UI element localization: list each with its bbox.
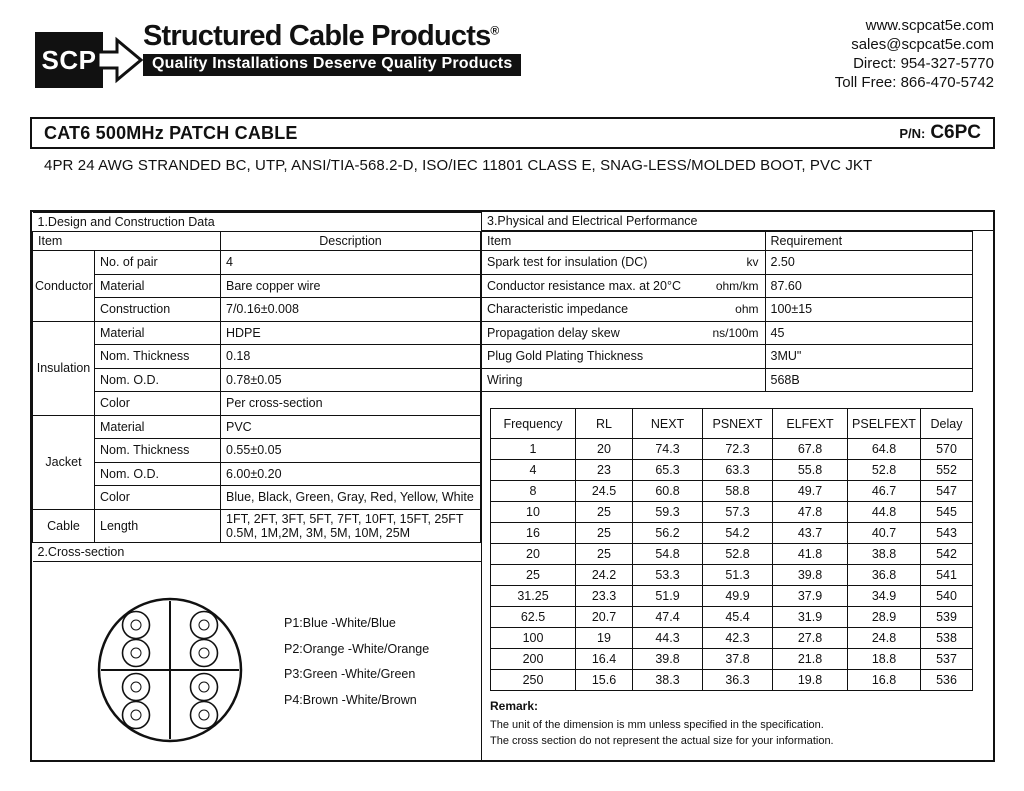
performance-cell: 100 [491,628,576,649]
design-row-label: Nom. Thickness [95,439,221,463]
physical-col-item-label: Item [487,234,512,248]
design-row-value: 0.18 [221,345,481,369]
performance-row [491,670,973,691]
performance-cell: 37.8 [703,649,773,670]
performance-cell: 15.6 [576,670,633,691]
performance-row [491,481,973,502]
performance-cell: 27.8 [773,628,848,649]
design-section-title: 1.Design and Construction Data [33,213,481,232]
performance-col-header: PSELFEXT [848,409,921,439]
performance-cell: 47.4 [633,607,703,628]
design-row-label: Color [95,486,221,510]
scp-logo-arrow-icon [95,32,145,88]
cable-length-meters: 0.5M, 1M,2M, 3M, 5M, 10M, 25M [226,525,411,540]
contact-info-line: Direct: 954-327-5770 [853,55,994,72]
performance-col-header: NEXT [633,409,703,439]
design-row-value [221,509,481,542]
physical-item-text: Conductor resistance max. at 20°C [487,278,681,293]
design-row-value: 7/0.16±0.008 [221,298,481,322]
design-row-value: 6.00±0.20 [221,462,481,486]
design-group-jacket: Jacket [33,415,95,509]
design-group-conductor: Conductor [33,251,95,322]
design-row-value: PVC [221,415,481,439]
performance-cell: 51.3 [703,565,773,586]
design-construction-panel [32,212,482,760]
performance-cell: 74.3 [633,439,703,460]
cross-section-legend-line: P1:Blue -White/Blue [284,616,396,630]
performance-cell: 16.8 [848,670,921,691]
performance-row [491,439,973,460]
brand-tagline: Quality Installations Deserve Quality Products [143,54,521,76]
performance-cell: 25 [576,523,633,544]
performance-cell: 67.8 [773,439,848,460]
performance-cell: 46.7 [848,481,921,502]
physical-item-unit: ns/100m [712,325,759,340]
performance-cell: 21.8 [773,649,848,670]
physical-item-text: Characteristic impedance [487,302,629,317]
performance-cell: 38.3 [633,670,703,691]
performance-cell: 55.8 [773,460,848,481]
performance-cell: 16.4 [576,649,633,670]
performance-cell: 31.25 [491,586,576,607]
physical-item-unit: kv [746,255,759,270]
performance-row [491,502,973,523]
remark-section [490,699,960,749]
scp-logo [35,32,153,90]
performance-cell: 536 [921,670,973,691]
brand-block [143,20,521,76]
remark-lines-line: The cross section do not represent the actual size for your information. [490,735,834,747]
performance-cell: 250 [491,670,576,691]
performance-cell: 37.9 [773,586,848,607]
performance-cell: 63.3 [703,460,773,481]
product-description: 4PR 24 AWG STRANDED BC, UTP, ANSI/TIA-568.2-D, ISO/IEC 11801 CLASS E, SNAG-LESS/MOLDED BOOT, PVC JKT [44,157,873,174]
physical-row-requirement: 2.50 [765,251,972,275]
physical-row-requirement: 100±15 [765,298,972,322]
performance-cell: 44.8 [848,502,921,523]
performance-cell: 47.8 [773,502,848,523]
performance-cell: 537 [921,649,973,670]
design-row-label: Nom. O.D. [95,462,221,486]
cross-section-legend [284,611,429,713]
design-row-label: Material [95,321,221,345]
performance-col-header: PSNEXT [703,409,773,439]
scp-logo-text: SCP [41,44,97,75]
design-row-value: 0.78±0.05 [221,368,481,392]
performance-cell: 28.9 [848,607,921,628]
performance-cell: 4 [491,460,576,481]
cable-length-feet: 1FT, 2FT, 3FT, 5FT, 7FT, 10FT, 15FT, 25FT [226,511,464,526]
performance-cell: 39.8 [773,565,848,586]
performance-row [491,523,973,544]
physical-row-requirement: 568B [765,368,972,392]
performance-cell: 543 [921,523,973,544]
physical-row-requirement: 45 [765,321,972,345]
performance-cell: 200 [491,649,576,670]
performance-cell: 45.4 [703,607,773,628]
performance-cell: 25 [491,565,576,586]
design-row-value: Bare copper wire [221,274,481,298]
physical-item-text: Propagation delay skew [487,325,620,340]
physical-col-item [482,232,765,251]
registered-mark: ® [490,23,499,38]
performance-cell: 31.9 [773,607,848,628]
specification-box [30,210,995,762]
performance-cell: 52.8 [703,544,773,565]
design-row-label: Nom. O.D. [95,368,221,392]
performance-cell: 54.8 [633,544,703,565]
remark-lines-line: The unit of the dimension is mm unless specified in the specification. [490,719,824,731]
performance-cell: 62.5 [491,607,576,628]
performance-cell: 34.9 [848,586,921,607]
performance-table [490,408,973,691]
performance-cell: 65.3 [633,460,703,481]
performance-table-wrap [490,408,973,691]
performance-col-header: RL [576,409,633,439]
performance-table-body [491,439,973,691]
performance-col-header: Frequency [491,409,576,439]
cross-section-title: 2.Cross-section [33,542,481,561]
part-number-value: C6PC [930,122,981,143]
physical-item-unit: ohm/km [715,278,759,293]
performance-row [491,565,973,586]
performance-col-header: ELFEXT [773,409,848,439]
design-row-label: Nom. Thickness [95,345,221,369]
physical-item-text: Plug Gold Plating Thickness [487,349,644,364]
design-group-cable: Cable [33,509,95,542]
contact-info-line: Toll Free: 866-470-5742 [834,74,994,91]
performance-cell: 56.2 [633,523,703,544]
performance-row [491,649,973,670]
performance-cell: 53.3 [633,565,703,586]
physical-row-item [482,368,765,392]
performance-cell: 552 [921,460,973,481]
design-row-label: Material [95,274,221,298]
design-table [32,212,481,562]
physical-section-title: 3.Physical and Electrical Performance [482,212,993,231]
performance-cell: 24.5 [576,481,633,502]
scp-logo-box [35,32,103,88]
performance-cell: 8 [491,481,576,502]
performance-cell: 547 [921,481,973,502]
performance-cell: 72.3 [703,439,773,460]
contact-info [835,16,994,92]
performance-cell: 51.9 [633,586,703,607]
performance-row [491,628,973,649]
performance-row [491,544,973,565]
remark-lines [490,717,960,749]
physical-table [482,231,973,392]
performance-row [491,607,973,628]
design-row-label: No. of pair [95,251,221,275]
performance-cell: 545 [921,502,973,523]
part-number [899,122,981,144]
cross-section-legend-line: P3:Green -White/Green [284,667,416,681]
design-row-value: 4 [221,251,481,275]
performance-cell: 52.8 [848,460,921,481]
performance-cell: 49.9 [703,586,773,607]
performance-cell: 40.7 [848,523,921,544]
performance-table-head-row [491,409,973,439]
cross-section-legend-line: P4:Brown -White/Brown [284,692,417,707]
performance-cell: 57.3 [703,502,773,523]
header [35,14,994,110]
design-row-value: Per cross-section [221,392,481,416]
performance-cell: 20.7 [576,607,633,628]
performance-cell: 42.3 [703,628,773,649]
remark-title: Remark: [490,699,539,713]
performance-cell: 24.8 [848,628,921,649]
performance-cell: 538 [921,628,973,649]
performance-cell: 20 [576,439,633,460]
performance-cell: 41.8 [773,544,848,565]
performance-cell: 24.2 [576,565,633,586]
brand-name [143,20,521,53]
performance-cell: 539 [921,607,973,628]
physical-item-text: Spark test for insulation (DC) [487,255,648,270]
cable-cross-section-diagram [90,590,250,750]
design-col-item: Item [33,232,221,251]
design-col-description: Description [221,232,481,251]
physical-row-item [482,274,765,298]
performance-cell: 60.8 [633,481,703,502]
performance-cell: 43.7 [773,523,848,544]
physical-row-item [482,321,765,345]
physical-row-item [482,298,765,322]
performance-cell: 25 [576,502,633,523]
design-row-label: Length [95,509,221,542]
performance-cell: 39.8 [633,649,703,670]
performance-cell: 542 [921,544,973,565]
physical-item-unit: ohm [735,302,759,317]
performance-cell: 10 [491,502,576,523]
brand-name-text: Structured Cable Products [143,20,491,52]
performance-cell: 54.2 [703,523,773,544]
design-row-label: Color [95,392,221,416]
contact-info-line: sales@scpcat5e.com [851,36,994,53]
performance-cell: 36.3 [703,670,773,691]
physical-row-requirement: 3MU" [765,345,972,369]
performance-cell: 16 [491,523,576,544]
physical-item-text: Wiring [487,372,523,387]
performance-col-header: Delay [921,409,973,439]
design-row-value: 0.55±0.05 [221,439,481,463]
performance-cell: 25 [576,544,633,565]
physical-electrical-panel [482,212,993,760]
performance-cell: 23.3 [576,586,633,607]
performance-cell: 64.8 [848,439,921,460]
performance-cell: 19 [576,628,633,649]
title-bar [30,117,995,149]
design-row-label: Material [95,415,221,439]
page-title: CAT6 500MHz PATCH CABLE [44,122,298,143]
cross-section-legend-line: P2:Orange -White/Orange [284,641,430,656]
design-group-insulation: Insulation [33,321,95,415]
performance-cell: 570 [921,439,973,460]
physical-row-item [482,251,765,275]
performance-cell: 44.3 [633,628,703,649]
performance-cell: 540 [921,586,973,607]
performance-cell: 38.8 [848,544,921,565]
performance-cell: 58.8 [703,481,773,502]
performance-cell: 49.7 [773,481,848,502]
performance-cell: 19.8 [773,670,848,691]
performance-row [491,586,973,607]
performance-cell: 20 [491,544,576,565]
design-row-value: Blue, Black, Green, Gray, Red, Yellow, White [221,486,481,510]
performance-cell: 18.8 [848,649,921,670]
performance-cell: 1 [491,439,576,460]
physical-row-requirement: 87.60 [765,274,972,298]
contact-info-line: www.scpcat5e.com [865,17,994,34]
performance-cell: 59.3 [633,502,703,523]
performance-row [491,460,973,481]
physical-col-requirement: Requirement [765,232,972,251]
physical-row-item [482,345,765,369]
performance-cell: 36.8 [848,565,921,586]
design-row-label: Construction [95,298,221,322]
part-number-label: P/N: [899,126,926,141]
design-row-value: HDPE [221,321,481,345]
performance-cell: 23 [576,460,633,481]
performance-cell: 541 [921,565,973,586]
